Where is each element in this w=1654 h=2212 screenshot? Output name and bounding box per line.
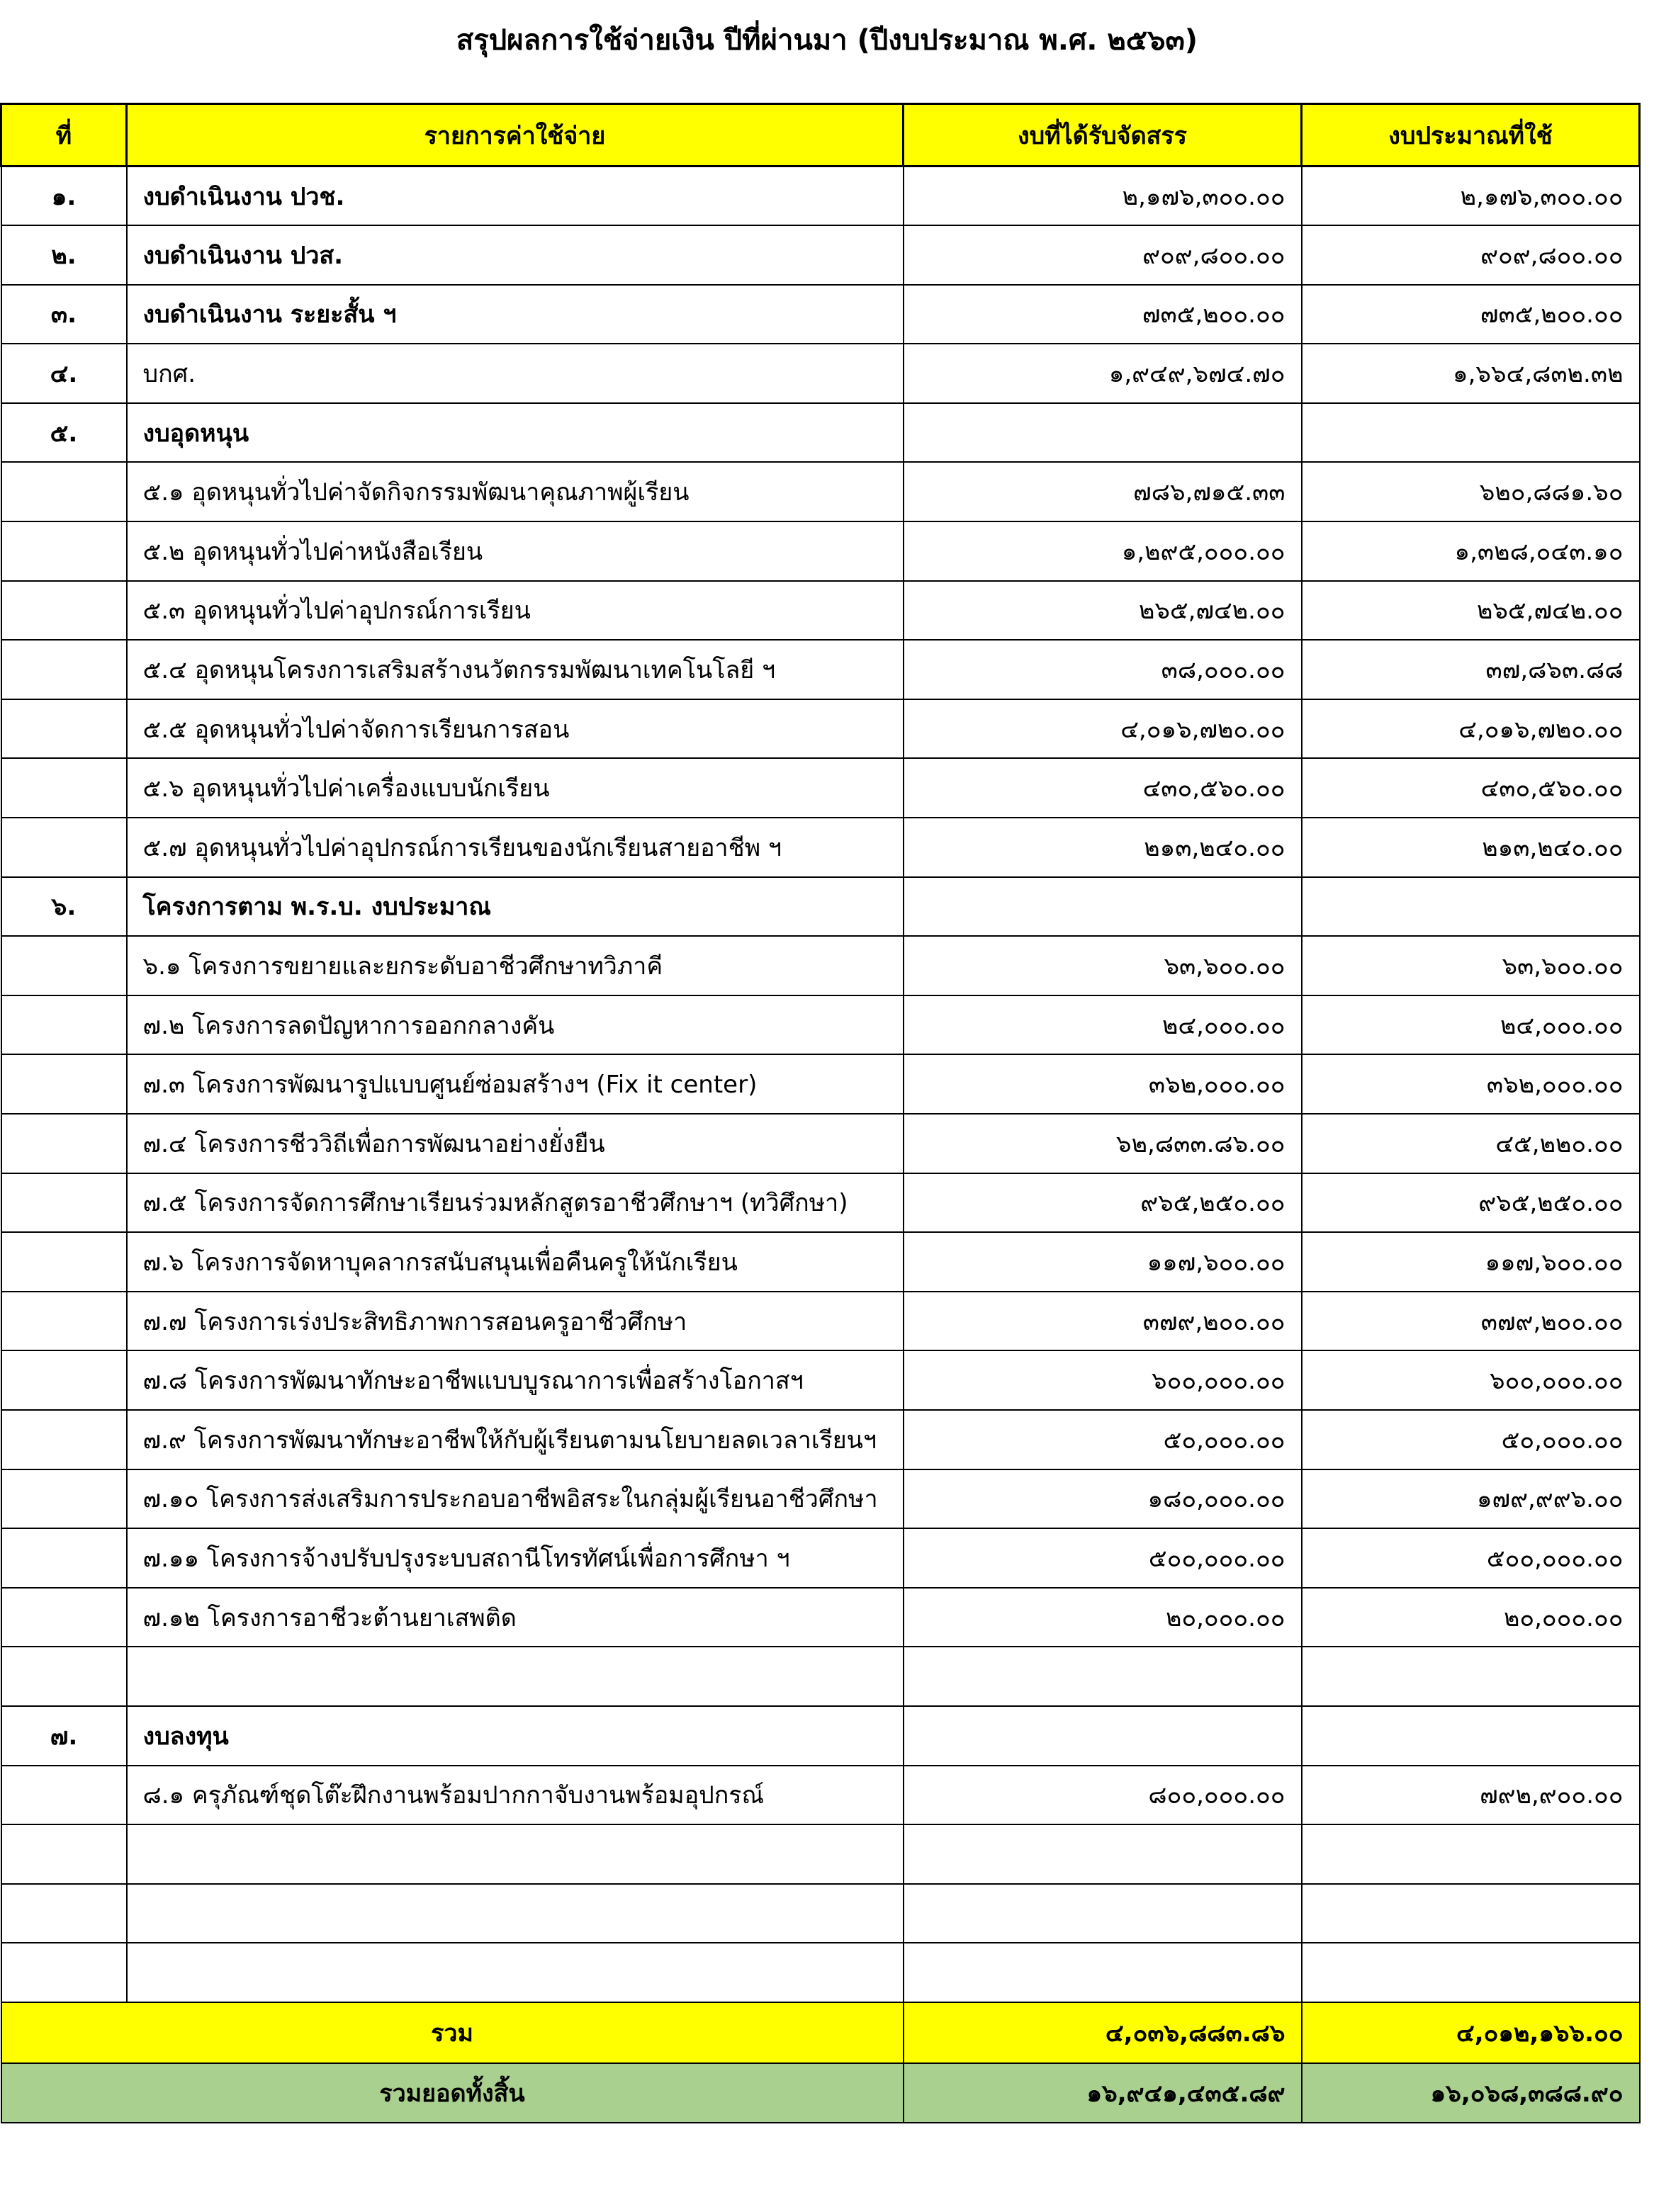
row-item: ๗.๒ โครงการลดปัญหาการออกกลางคัน [127, 995, 904, 1055]
row-used: ๙๐๙,๘๐๐.๐๐ [1302, 225, 1640, 285]
row-number [1, 1054, 127, 1114]
row-allocated: ๕๐,๐๐๐.๐๐ [904, 1410, 1302, 1469]
row-item: ๗.๖ โครงการจัดหาบุคลากรสนับสนุนเพื่อคืนครูให้นักเรียน [127, 1232, 904, 1292]
row-used: ๒๑๓,๒๔๐.๐๐ [1302, 818, 1640, 877]
header-item: รายการค่าใช้จ่าย [127, 104, 904, 167]
row-number [1, 1410, 127, 1469]
row-number [1, 699, 127, 759]
row-item: ๕.๔ อุดหนุนโครงการเสริมสร้างนวัตกรรมพัฒนาเทคโนโลยี ฯ [127, 640, 904, 699]
table-row [1, 344, 1640, 403]
row-number [1, 1173, 127, 1233]
table-row [1, 1943, 1640, 2002]
row-used: ๒๖๕,๗๔๒.๐๐ [1302, 581, 1640, 641]
table-row [1, 1350, 1640, 1410]
row-used: ๔๕,๒๒๐.๐๐ [1302, 1114, 1640, 1173]
row-used: ๖๒๐,๘๘๑.๖๐ [1302, 462, 1640, 521]
row-allocated [904, 1706, 1302, 1766]
row-allocated: ๒๖๕,๗๔๒.๐๐ [904, 581, 1302, 641]
table-row [1, 1292, 1640, 1351]
row-item: ๕.๓ อุดหนุนทั่วไปค่าอุปกรณ์การเรียน [127, 581, 904, 641]
row-allocated: ๒๔,๐๐๐.๐๐ [904, 995, 1302, 1055]
row-item: ๗.๔ โครงการชีววิถีเพื่อการพัฒนาอย่างยั่งยืน [127, 1114, 904, 1173]
row-used: ๑๑๗,๖๐๐.๐๐ [1302, 1232, 1640, 1292]
row-allocated [904, 877, 1302, 937]
row-used: ๓๖๒,๐๐๐.๐๐ [1302, 1054, 1640, 1114]
total-used: ๔,๐๑๒,๑๖๖.๐๐ [1302, 2002, 1640, 2063]
row-allocated: ๔๓๐,๕๖๐.๐๐ [904, 758, 1302, 818]
grand-total-used: ๑๖,๐๖๘,๓๘๘.๙๐ [1302, 2063, 1640, 2123]
row-number [1, 1232, 127, 1292]
row-allocated [904, 403, 1302, 463]
row-allocated: ๖๒,๘๓๓.๘๖.๐๐ [904, 1114, 1302, 1173]
header-no: ที่ [1, 104, 127, 167]
table-row [1, 403, 1640, 463]
row-item: ๗.๓ โครงการพัฒนารูปแบบศูนย์ซ่อมสร้างฯ (Fix it center) [127, 1054, 904, 1114]
row-number: ๗. [1, 1706, 127, 1766]
row-item [127, 1884, 904, 1943]
row-allocated: ๕๐๐,๐๐๐.๐๐ [904, 1528, 1302, 1588]
row-item: ๘.๑ ครุภัณฑ์ชุดโต๊ะฝึกงานพร้อมปากกาจับงานพร้อมอุปกรณ์ [127, 1766, 904, 1825]
row-number [1, 1350, 127, 1410]
row-item: ๕.๑ อุดหนุนทั่วไปค่าจัดกิจกรรมพัฒนาคุณภาพผู้เรียน [127, 462, 904, 521]
row-used: ๑,๖๖๔,๘๓๒.๓๒ [1302, 344, 1640, 403]
row-item: งบอุดหนุน [127, 403, 904, 463]
row-item: ๗.๗ โครงการเร่งประสิทธิภาพการสอนครูอาชีวศึกษา [127, 1292, 904, 1351]
row-item: ๕.๕ อุดหนุนทั่วไปค่าจัดการเรียนการสอน [127, 699, 904, 759]
row-item: งบดำเนินงาน ปวส. [127, 225, 904, 285]
row-number [1, 1766, 127, 1825]
total-allocated: ๔,๐๓๖,๘๘๓.๘๖ [904, 2002, 1302, 2063]
row-number [1, 581, 127, 641]
row-allocated: ๒,๑๗๖,๓๐๐.๐๐ [904, 167, 1302, 226]
grand-total-row [1, 2063, 1640, 2123]
row-allocated: ๙๐๙,๘๐๐.๐๐ [904, 225, 1302, 285]
row-used [1302, 1824, 1640, 1884]
table-row [1, 1647, 1640, 1706]
row-allocated: ๒๑๓,๒๔๐.๐๐ [904, 818, 1302, 877]
row-number: ๑. [1, 167, 127, 226]
row-number [1, 818, 127, 877]
row-item [127, 1647, 904, 1706]
row-number [1, 995, 127, 1055]
row-used: ๕๐,๐๐๐.๐๐ [1302, 1410, 1640, 1469]
row-allocated: ๓๘,๐๐๐.๐๐ [904, 640, 1302, 699]
row-item [127, 1824, 904, 1884]
row-allocated [904, 1884, 1302, 1943]
row-used [1302, 877, 1640, 937]
table-row [1, 1588, 1640, 1647]
row-allocated: ๑,๒๙๕,๐๐๐.๐๐ [904, 521, 1302, 581]
row-number [1, 640, 127, 699]
row-item: ๕.๒ อุดหนุนทั่วไปค่าหนังสือเรียน [127, 521, 904, 581]
row-used: ๖๓,๖๐๐.๐๐ [1302, 936, 1640, 995]
row-number: ๖. [1, 877, 127, 937]
row-allocated: ๗๘๖,๗๑๕.๓๓ [904, 462, 1302, 521]
row-used: ๕๐๐,๐๐๐.๐๐ [1302, 1528, 1640, 1588]
row-item: ๗.๑๒ โครงการอาชีวะต้านยาเสพติด [127, 1588, 904, 1647]
row-allocated: ๘๐๐,๐๐๐.๐๐ [904, 1766, 1302, 1825]
table-row [1, 1766, 1640, 1825]
row-used: ๔,๐๑๖,๗๒๐.๐๐ [1302, 699, 1640, 759]
row-number: ๕. [1, 403, 127, 463]
row-item [127, 1943, 904, 2002]
row-item: ๗.๙ โครงการพัฒนาทักษะอาชีพให้กับผู้เรียนตามนโยบายลดเวลาเรียนฯ [127, 1410, 904, 1469]
table-row [1, 1706, 1640, 1766]
row-number [1, 1588, 127, 1647]
row-item: โครงการตาม พ.ร.บ. งบประมาณ [127, 877, 904, 937]
row-number [1, 1647, 127, 1706]
table-row [1, 640, 1640, 699]
row-used: ๗๙๒,๙๐๐.๐๐ [1302, 1766, 1640, 1825]
total-row [1, 2002, 1640, 2063]
row-number: ๔. [1, 344, 127, 403]
row-allocated: ๑๑๗,๖๐๐.๐๐ [904, 1232, 1302, 1292]
grand-total-allocated: ๑๖,๙๔๑,๔๓๕.๘๙ [904, 2063, 1302, 2123]
row-number [1, 1528, 127, 1588]
row-item: งบดำเนินงาน ปวช. [127, 167, 904, 226]
row-number [1, 462, 127, 521]
table-row [1, 462, 1640, 521]
table-row [1, 1114, 1640, 1173]
row-number: ๒. [1, 225, 127, 285]
row-allocated: ๙๖๕,๒๕๐.๐๐ [904, 1173, 1302, 1233]
row-number [1, 758, 127, 818]
row-number: ๓. [1, 285, 127, 344]
table-row [1, 758, 1640, 818]
budget-table [0, 103, 1641, 2123]
table-row [1, 1884, 1640, 1943]
row-used [1302, 1943, 1640, 2002]
table-row [1, 1054, 1640, 1114]
table-header-row [1, 104, 1640, 167]
row-number [1, 1884, 127, 1943]
row-used: ๑๗๙,๙๙๖.๐๐ [1302, 1469, 1640, 1529]
row-allocated: ๓๖๒,๐๐๐.๐๐ [904, 1054, 1302, 1114]
table-row [1, 818, 1640, 877]
table-row [1, 699, 1640, 759]
table-row [1, 1469, 1640, 1529]
row-allocated [904, 1647, 1302, 1706]
table-row [1, 1824, 1640, 1884]
row-allocated: ๖๐๐,๐๐๐.๐๐ [904, 1350, 1302, 1410]
table-row [1, 1528, 1640, 1588]
row-item: ๗.๕ โครงการจัดการศึกษาเรียนร่วมหลักสูตรอาชีวศึกษาฯ (ทวิศึกษา) [127, 1173, 904, 1233]
row-used: ๓๗,๘๖๓.๘๘ [1302, 640, 1640, 699]
row-item: บกศ. [127, 344, 904, 403]
row-used [1302, 1706, 1640, 1766]
row-number [1, 1469, 127, 1529]
row-used: ๗๓๕,๒๐๐.๐๐ [1302, 285, 1640, 344]
header-allocated: งบที่ได้รับจัดสรร [904, 104, 1302, 167]
table-row [1, 995, 1640, 1055]
table-row [1, 936, 1640, 995]
row-allocated: ๔,๐๑๖,๗๒๐.๐๐ [904, 699, 1302, 759]
row-used: ๒๔,๐๐๐.๐๐ [1302, 995, 1640, 1055]
row-number [1, 1824, 127, 1884]
row-number [1, 936, 127, 995]
table-row [1, 285, 1640, 344]
document-title: สรุปผลการใช้จ่ายเงิน ปีที่ผ่านมา (ปีงบประมาณ พ.ศ. ๒๕๖๓) [456, 24, 1198, 57]
header-used: งบประมาณที่ใช้ [1302, 104, 1640, 167]
table-row [1, 1173, 1640, 1233]
table-row [1, 1232, 1640, 1292]
row-number [1, 1114, 127, 1173]
row-allocated: ๓๗๙,๒๐๐.๐๐ [904, 1292, 1302, 1351]
row-item: งบลงทุน [127, 1706, 904, 1766]
table-row [1, 581, 1640, 641]
row-used: ๒,๑๗๖,๓๐๐.๐๐ [1302, 167, 1640, 226]
row-allocated [904, 1824, 1302, 1884]
row-allocated [904, 1943, 1302, 2002]
row-item: ๕.๖ อุดหนุนทั่วไปค่าเครื่องแบบนักเรียน [127, 758, 904, 818]
table-row [1, 521, 1640, 581]
row-item: ๕.๗ อุดหนุนทั่วไปค่าอุปกรณ์การเรียนของนักเรียนสายอาชีพ ฯ [127, 818, 904, 877]
table-row [1, 167, 1640, 226]
row-used: ๙๖๕,๒๕๐.๐๐ [1302, 1173, 1640, 1233]
table-row [1, 225, 1640, 285]
row-item: ๗.๘ โครงการพัฒนาทักษะอาชีพแบบบูรณาการเพื่อสร้างโอกาสฯ [127, 1350, 904, 1410]
row-allocated: ๖๓,๖๐๐.๐๐ [904, 936, 1302, 995]
table-row [1, 877, 1640, 937]
table-row [1, 1410, 1640, 1469]
row-used [1302, 1884, 1640, 1943]
row-allocated: ๒๐,๐๐๐.๐๐ [904, 1588, 1302, 1647]
row-allocated: ๑,๙๔๙,๖๗๔.๗๐ [904, 344, 1302, 403]
row-used: ๒๐,๐๐๐.๐๐ [1302, 1588, 1640, 1647]
row-item: ๗.๑๑ โครงการจ้างปรับปรุงระบบสถานีโทรทัศน์เพื่อการศึกษา ฯ [127, 1528, 904, 1588]
grand-total-label: รวมยอดทั้งสิ้น [1, 2063, 904, 2123]
row-used: ๖๐๐,๐๐๐.๐๐ [1302, 1350, 1640, 1410]
row-used: ๔๓๐,๕๖๐.๐๐ [1302, 758, 1640, 818]
table-body [1, 167, 1640, 2002]
row-allocated: ๑๘๐,๐๐๐.๐๐ [904, 1469, 1302, 1529]
total-label: รวม [1, 2002, 904, 2063]
row-used [1302, 1647, 1640, 1706]
row-item: งบดำเนินงาน ระยะสั้น ฯ [127, 285, 904, 344]
row-used [1302, 403, 1640, 463]
row-number [1, 1292, 127, 1351]
row-used: ๑,๓๒๘,๐๔๓.๑๐ [1302, 521, 1640, 581]
row-number [1, 1943, 127, 2002]
row-item: ๗.๑๐ โครงการส่งเสริมการประกอบอาชีพอิสระในกลุ่มผู้เรียนอาชีวศึกษา [127, 1469, 904, 1529]
row-item: ๖.๑ โครงการขยายและยกระดับอาชีวศึกษาทวิภาคี [127, 936, 904, 995]
row-allocated: ๗๓๕,๒๐๐.๐๐ [904, 285, 1302, 344]
row-number [1, 521, 127, 581]
row-used: ๓๗๙,๒๐๐.๐๐ [1302, 1292, 1640, 1351]
